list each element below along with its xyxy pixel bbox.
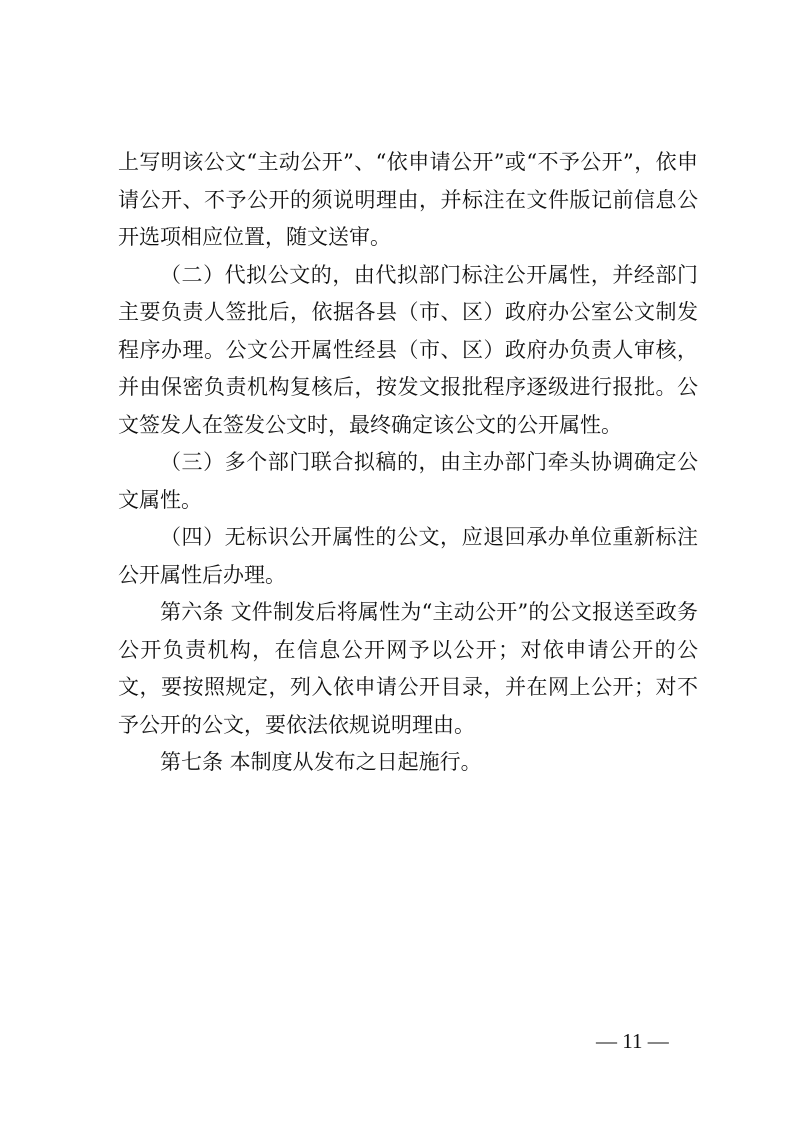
page-number: — 11 — — [596, 1029, 669, 1053]
paragraph-article-7: 第七条 本制度从发布之日起施行。 — [160, 750, 482, 774]
paragraph-article-6: 第六条 文件制发后将属性为“主动公开”的公文报送至政务公开负责机构，在信息公开网予以公开；对依申请公开的公文，要按照规定，列入依申请公开目录，并在网上公开；对不予公开的公文，要依法依规说明理由。 — [118, 600, 698, 737]
paragraph-item-3: （三）多个部门联合拟稿的，由主办部门牵头协调确定公文属性。 — [118, 450, 698, 512]
paragraph-item-2: （二）代拟公文的，由代拟部门标注公开属性，并经部门主要负责人签批后，依据各县（市、区）政府办公室公文制发程序办理。公文公开属性经县（市、区）政府办负责人审核，并由保密负责机构复核后，按发文报批程序逐级进行报批。公文签发人在签发公文时，最终确定该公文的公开属性。 — [118, 262, 698, 437]
paragraph-continuation: 上写明该公文“主动公开”、“依申请公开”或“不予公开”，依申请公开、不予公开的须说明理由，并标注在文件版记前信息公开选项相应位置，随文送审。 — [118, 150, 698, 249]
document-body — [118, 144, 698, 782]
paragraph-item-4: （四）无标识公开属性的公文，应退回承办单位重新标注公开属性后办理。 — [118, 525, 698, 587]
